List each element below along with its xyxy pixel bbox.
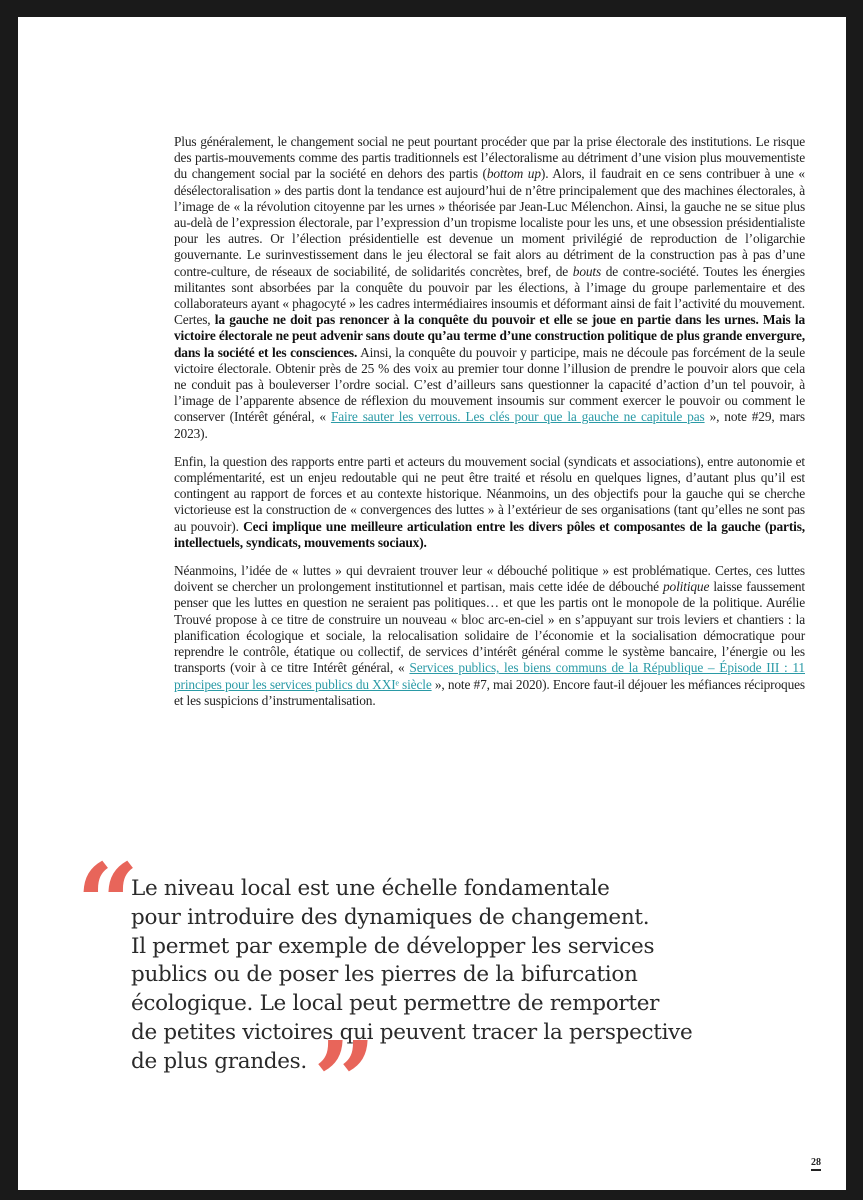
text-run: ). Alors, il faudrait en ce sens contribuer à une « désélectoralisation » des partis dont la tendance est aujourd’hui de n’être principalement que des machines électorales, à l’image de « la révolution citoyenne par les urnes » théorisée par Jean-Luc Mélenchon. Ainsi, la gauche ne se situe plus au-delà de l’expression électorale, par l’expression d’un tropisme localiste pour les uns, et une obsession présidentialiste pour les autres. Or l’élection présidentielle est devenue un moment privilégié de reproduction de l’oligarchie gouvernante. Le surinvestissement dans le jeu électoral se fait alors au détriment de la construction pas à pas d’une contre-culture, de réseaux de sociabilité, de solidarités concrètes, bref, de bbox=[174, 166, 805, 279]
page-number: 28 bbox=[811, 1157, 821, 1171]
bold-emphasis: Ceci implique une meilleure articulation entre les divers pôles et composantes de la gauche (partis, intellectuels, syndicats, mouvements sociaux). bbox=[174, 518, 805, 550]
text-run: Néanmoins, l’idée de « luttes » qui devraient trouver leur « débouché politique » est problématique. Certes, ces luttes doivent se chercher un prolongement institutionnel et partisan, mais cette idée de débouché bbox=[174, 563, 805, 595]
pull-quote-line-text: pour introduire des dynamiques de changement. bbox=[131, 904, 650, 930]
pull-quote-line bbox=[131, 875, 811, 904]
pull-quote-line bbox=[131, 1019, 811, 1048]
text-run: », note #29, mars 2023). bbox=[174, 409, 805, 441]
pull-quote-line bbox=[131, 961, 811, 990]
reference-link[interactable]: Services publics, les biens communs de la République – Épisode III : 11 principes pour les services publics du XXIᵉ siècle bbox=[174, 660, 805, 692]
pull-quote-line bbox=[131, 933, 811, 962]
pull-quote-line-text: Il permet par exemple de développer les services bbox=[131, 933, 655, 959]
text-run: Ainsi, la conquête du pouvoir y participe, mais ne découle pas forcément de la seule victoire électorale. Obtenir près de 25 % des voix au premier tour donne l’illusion de prendre le pouvoir alors que cela ne conduit pas à bouleverser l’ordre social. C’est d’ailleurs sans questionner la capacité d’action d’un tel pouvoir, à l’image de l’apparente absence de réflexion du mouvement insoumis sur comment exercer le pouvoir ou comment le conserver (Intérêt général, « bbox=[174, 344, 805, 425]
pull-quote-line bbox=[131, 904, 811, 933]
body-paragraph bbox=[174, 563, 805, 709]
body-paragraph bbox=[174, 134, 805, 442]
italic-text: bouts bbox=[572, 263, 602, 279]
italic-text: politique bbox=[663, 579, 710, 595]
pull-quote-line-text: Le niveau local est une échelle fondamentale bbox=[131, 876, 610, 901]
pull-quote-line-text: écologique. Le local peut permettre de remporter bbox=[131, 991, 660, 1017]
open-quote-mark: “ bbox=[76, 839, 140, 968]
reference-link[interactable]: Faire sauter les verrous. Les clés pour que la gauche ne capitule pas bbox=[330, 409, 705, 425]
text-run: de contre-société. Toutes les énergies militantes sont absorbées par la conquête du pouvoir par les élections, à l’image du groupe parlementaire et des collaborateurs ayant « phagocyté » les cadres intermédiaires insoumis et déformant ainsi de fait l’activité du mouvement. Certes, bbox=[174, 263, 805, 328]
pull-quote-text bbox=[131, 875, 811, 1146]
text-run: », note #7, mai 2020). Encore faut-il déjouer les méfiances réciproques et les suspicions d’instrumentalisation. bbox=[174, 676, 805, 708]
text-run: Enfin, la question des rapports entre parti et acteurs du mouvement social (syndicats et associations), entre autonomie et complémentarité, est un enjeu redoutable qui ne peut être traité et résolu en quelques lignes, d’autant plus qu’il est contingent au rapport de forces et au contexte historique. Néanmoins, un des objectifs pour la gauche qui se cherche victorieuse est la construction de « convergences des luttes » à l’extérieur de ses organisations (tant qu’elles ne sont pas au pouvoir). bbox=[174, 453, 805, 534]
pull-quote-line-text: publics ou de poser les pierres de la bifurcation bbox=[131, 962, 638, 988]
document-page bbox=[18, 17, 846, 1190]
text-run: Plus généralement, le changement social ne peut pourtant procéder que par la prise électorale des institutions. Le risque des partis-mouvements comme des partis traditionnels est l’électoralisme au détriment d’une vision plus mouvementiste du changement social par la société en dehors des partis ( bbox=[174, 134, 805, 182]
close-quote-mark: ” bbox=[312, 1016, 376, 1146]
bold-emphasis: la gauche ne doit pas renoncer à la conquête du pouvoir et elle se joue en partie dans les urnes. Mais la victoire électorale ne peut advenir sans doute qu’au terme d’une construction politique de plus grande envergure, dans la société et les consciences. bbox=[174, 312, 805, 360]
pull-quote-line-text: de plus grandes. bbox=[131, 1048, 307, 1074]
italic-text: bottom up bbox=[486, 166, 541, 182]
text-run: laisse faussement penser que les luttes en question ne seraient pas politiques… et que les partis ont le monopole de la politique. Aurélie Trouvé propose à ce titre de construire un nouveau « bloc arc-en-ciel » en s’appuyant sur trois leviers et chantiers : la planification écologique et sociale, la relocalisation solidaire de l’économie et la socialisation démocratique pour reprendre le contrôle, étatique ou collectif, de services d’intérêt général comme le système bancaire, l’énergie ou les transports (voir à ce titre Intérêt général, « bbox=[174, 579, 805, 676]
article-body bbox=[174, 134, 805, 721]
pull-quote-line bbox=[131, 990, 811, 1019]
body-paragraph bbox=[174, 454, 805, 551]
pull-quote-line-text: de petites victoires qui peuvent tracer la perspective bbox=[131, 1019, 693, 1045]
